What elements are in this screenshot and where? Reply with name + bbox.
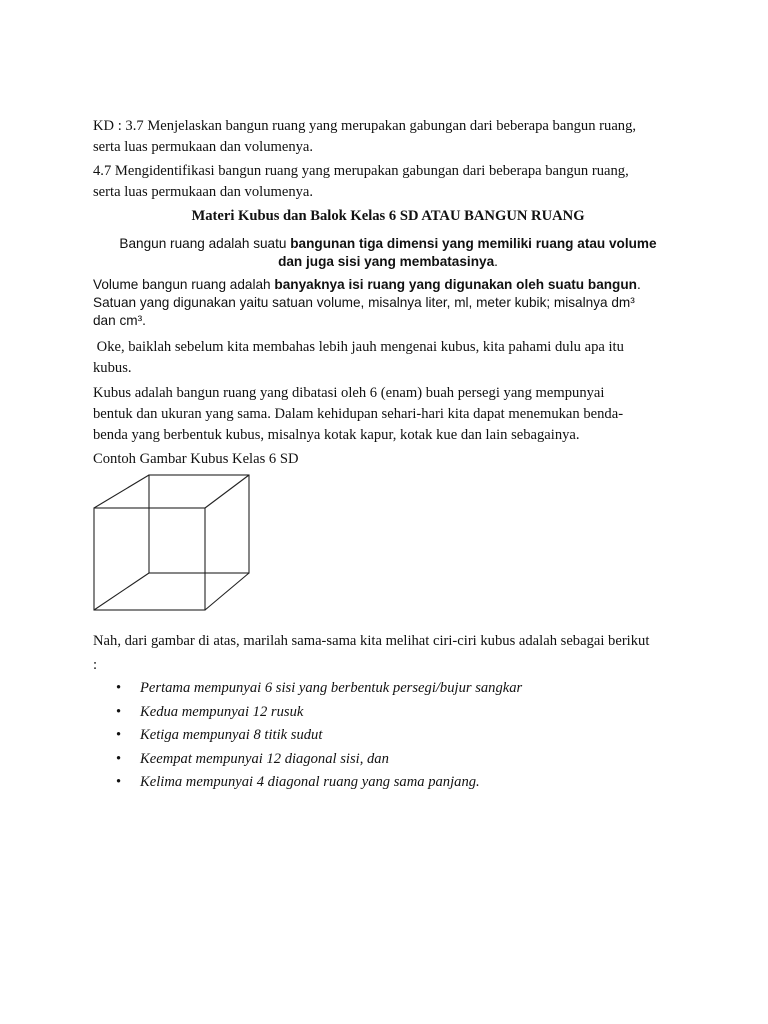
- kubus-definition-paragraph: [93, 383, 683, 446]
- list-item: [93, 725, 683, 749]
- cube-diagram: [93, 473, 250, 611]
- kd-4-7-line-1: 4.7 Mengidentifikasi bangun ruang yang merupakan gabungan dari beberapa bangun ruang,: [93, 163, 629, 179]
- characteristics-intro-line-1: Nah, dari gambar di atas, marilah sama-sama kita melihat ciri-ciri kubus adalah sebagai berikut: [93, 633, 650, 649]
- intro-line-1: Oke, baiklah sebelum kita membahas lebih jauh mengenai kubus, kita pahami dulu apa itu: [93, 339, 624, 355]
- definition-paragraph: [93, 235, 683, 271]
- kubus-line-2: bentuk dan ukuran yang sama. Dalam kehidupan sehari-hari kita dapat menemukan benda-: [93, 406, 624, 422]
- characteristics-list: [93, 678, 683, 796]
- cube-back-face: [149, 475, 249, 573]
- list-item-text: Kelima mempunyai 4 diagonal ruang yang sama panjang.: [140, 774, 480, 790]
- cube-edge-bottom-left: [94, 573, 149, 610]
- characteristics-intro: [93, 631, 693, 673]
- kubus-line-3: benda yang berbentuk kubus, misalnya kotak kapur, kotak kue dan lain sebagainya.: [93, 427, 580, 443]
- volume-line-3: dan cm³.: [93, 313, 146, 328]
- intro-line-2: kubus.: [93, 360, 132, 376]
- definition-end: .: [494, 254, 498, 269]
- example-caption: Contoh Gambar Kubus Kelas 6 SD: [93, 451, 299, 467]
- volume-bold: banyaknya isi ruang yang digunakan oleh suatu bangun: [274, 277, 637, 292]
- list-item: [93, 749, 683, 773]
- characteristics-intro-line-2: :: [93, 657, 98, 673]
- definition-bold-2: dan juga sisi yang membatasinya: [278, 254, 495, 269]
- list-item-text: Ketiga mempunyai 8 titik sudut: [140, 727, 323, 743]
- kd-3-7-line-2: serta luas permukaan dan volumenya.: [93, 139, 314, 155]
- kd-3-7-paragraph: [93, 116, 683, 158]
- list-item-text: Kedua mempunyai 12 rusuk: [140, 703, 304, 720]
- kd-3-7-line-1: KD : 3.7 Menjelaskan bangun ruang yang merupakan gabungan dari beberapa bangun ruang,: [93, 118, 637, 134]
- volume-paragraph: [93, 276, 683, 330]
- page-title: Materi Kubus dan Balok Kelas 6 SD ATAU BANGUN RUANG: [191, 208, 585, 224]
- bullet-icon: •: [116, 727, 122, 743]
- bullet-icon: •: [116, 680, 122, 696]
- kubus-line-1: Kubus adalah bangun ruang yang dibatasi oleh 6 (enam) buah persegi yang mempunyai: [93, 385, 605, 401]
- bullet-icon: •: [116, 750, 122, 767]
- volume-line-2: Satuan yang digunakan yaitu satuan volume, misalnya liter, ml, meter kubik; misalnya dm³: [93, 295, 635, 310]
- intro-paragraph: [93, 337, 683, 379]
- list-item-text: Pertama mempunyai 6 sisi yang berbentuk persegi/bujur sangkar: [140, 680, 523, 696]
- cube-edge-top-left: [94, 475, 149, 508]
- cube-edge-bottom-right: [205, 573, 249, 610]
- definition-intro: Bangun ruang adalah suatu: [119, 236, 291, 251]
- list-item: [93, 678, 683, 702]
- list-item: [93, 702, 683, 726]
- cube-edge-top-right: [205, 475, 249, 508]
- bullet-icon: •: [116, 703, 122, 720]
- list-item-text: Keempat mempunyai 12 diagonal sisi, dan: [140, 750, 389, 767]
- kd-4-7-line-2: serta luas permukaan dan volumenya.: [93, 184, 314, 200]
- kd-4-7-paragraph: [93, 161, 683, 203]
- definition-bold-1: bangunan tiga dimensi yang memiliki ruang atau volume: [290, 236, 657, 251]
- volume-end: .: [636, 277, 641, 292]
- volume-intro: Volume bangun ruang adalah: [93, 277, 275, 292]
- list-item: [93, 772, 683, 796]
- bullet-icon: •: [116, 774, 122, 790]
